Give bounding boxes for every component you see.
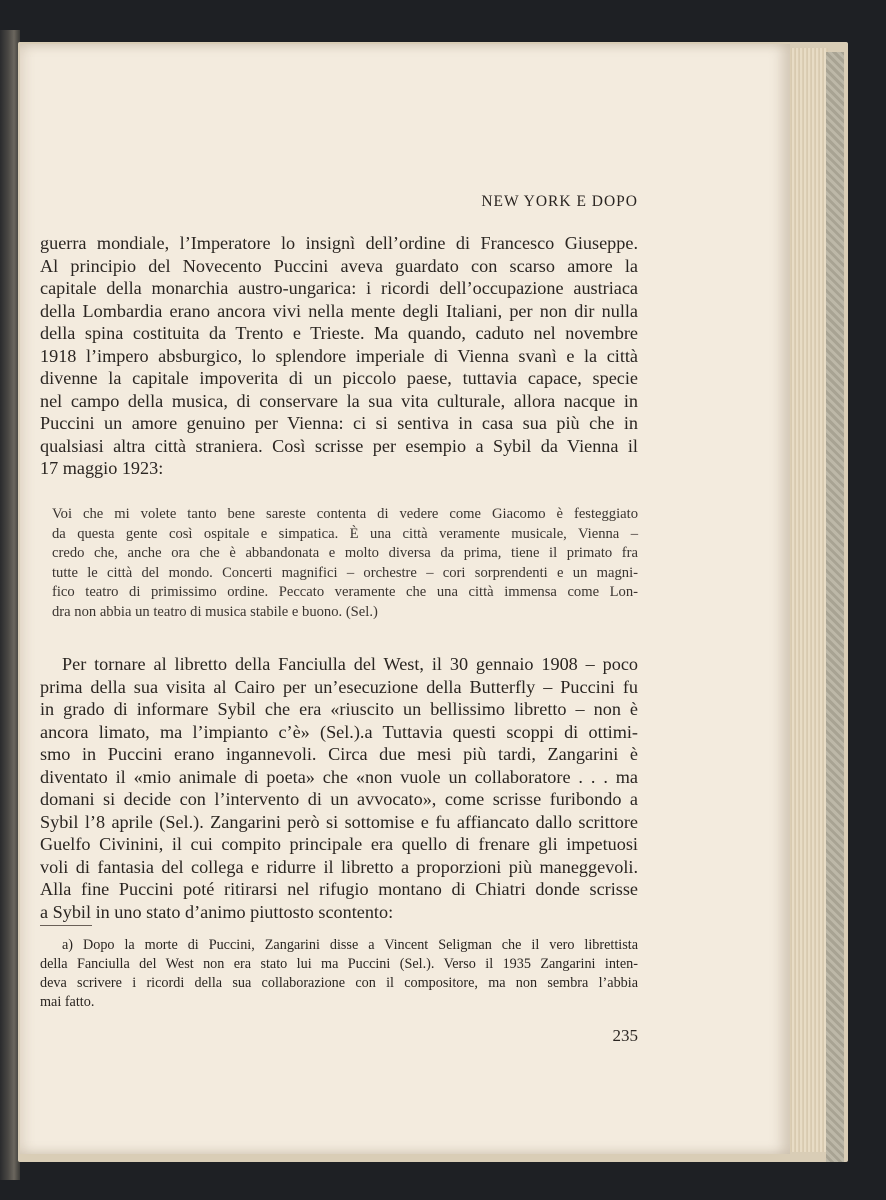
text-line: della spina costituita da Trento e Trieste. Ma quando, caduto nel novembre [40,323,638,343]
book-spine-edge [826,52,844,1162]
text-line: 1918 l’impero absburgico, lo splendore imperiale di Vienna svanì e la città [40,345,638,366]
text-line: Guelfo Civinini, il cui compito principale era quello di frenare gli impetuosi [40,834,638,854]
footnote [40,936,638,1012]
text-line: voli di fantasia del collega e ridurre il libretto a proporzioni più maneggevoli. [40,856,638,877]
text-line: divenne la capitale impoverita di un piccolo paese, tuttavia capace, specie [40,368,638,388]
text-line: a Sybil in uno stato d’animo piuttosto scontento: [40,901,394,922]
block-quote [52,505,638,623]
footnote-line: deva scrivere i ricordi della sua collaborazione con il compositore, ma non sembra l’abbia [40,975,638,991]
body-paragraph-1 [40,232,638,480]
text-line: domani si decide con l’intervento di un avvocato», come scrisse furibondo a [40,789,638,809]
text-line: ancora limato, ma l’impianto c’è» (Sel.).a Tuttavia questi scoppi di ottimi- [40,721,638,742]
footnote-divider [40,925,92,926]
text-line: guerra mondiale, l’Imperatore lo insignì dell’ordine di Francesco Giuseppe. [40,233,638,253]
text-line: prima della sua visita al Cairo per un’esecuzione della Butterfly – Puccini fu [40,676,638,697]
text-line: diventato il «mio animale di poeta» che «non vuole un collaboratore . . . ma [40,766,638,787]
quote-line: tutte le città del mondo. Concerti magnifici – orchestre – cori sorprendenti e un magni- [52,564,638,581]
quote-line: Voi che mi volete tanto bene sareste contenta di vedere come Giacomo è festeggiato [52,506,638,522]
quote-line: dra non abbia un teatro di musica stabile e buono. (Sel.) [52,603,378,620]
page-stack-edge [788,48,828,1152]
text-line: Alla fine Puccini poté ritirarsi nel rifugio montano di Chiatri donde scrisse [40,879,638,899]
text-line: 17 maggio 1923: [40,458,164,478]
text-line: in grado di informare Sybil che era «riuscito un bellissimo libretto – non è [40,699,638,719]
text-line: nel campo della musica, di conservare la sua vita culturale, allora nacque in [40,390,638,411]
text-line: Per tornare al libretto della Fanciulla del West, il 30 gennaio 1908 – poco [62,654,638,674]
text-line: della Lombardia erano ancora vivi nella mente degli Italiani, per non dir nulla [40,300,638,321]
footnote-line: della Fanciulla del West non era stato lui ma Puccini (Sel.). Verso il 1935 Zangarini inten- [40,956,638,972]
scan-background-edge [0,30,20,1180]
footnote-line: mai fatto. [40,994,95,1010]
text-line: capitale della monarchia austro-ungarica: i ricordi dell’occupazione austriaca [40,278,638,298]
body-paragraph-2 [40,653,638,923]
running-head: NEW YORK E DOPO [481,193,638,210]
quote-line: fico teatro di primissimo ordine. Peccato veramente che una città immensa come Lon- [52,584,638,601]
page-number: 235 [612,1026,638,1045]
quote-line: credo che, anche ora che è abbandonata e molto diversa da prima, tiene il primato fra [52,545,638,562]
footnote-line: a) Dopo la morte di Puccini, Zangarini disse a Vincent Seligman che il vero librettista [62,937,638,953]
text-line: Al principio del Novecento Puccini aveva guardato con scarso amore la [40,255,638,276]
text-line: qualsiasi altra città straniera. Così scrisse per esempio a Sybil da Vienna il [40,435,638,456]
text-line: Sybil l’8 aprile (Sel.). Zangarini però si sottomise e fu affiancato dallo scrittore [40,811,638,832]
text-line: smo in Puccini erano ingannevoli. Circa due mesi più tardi, Zangarini è [40,744,638,764]
text-line: Puccini un amore genuino per Vienna: ci si sentiva in casa sua più che in [40,413,638,433]
quote-line: da questa gente così ospitale e simpatica. È una città veramente musicale, Vienna – [52,525,638,542]
